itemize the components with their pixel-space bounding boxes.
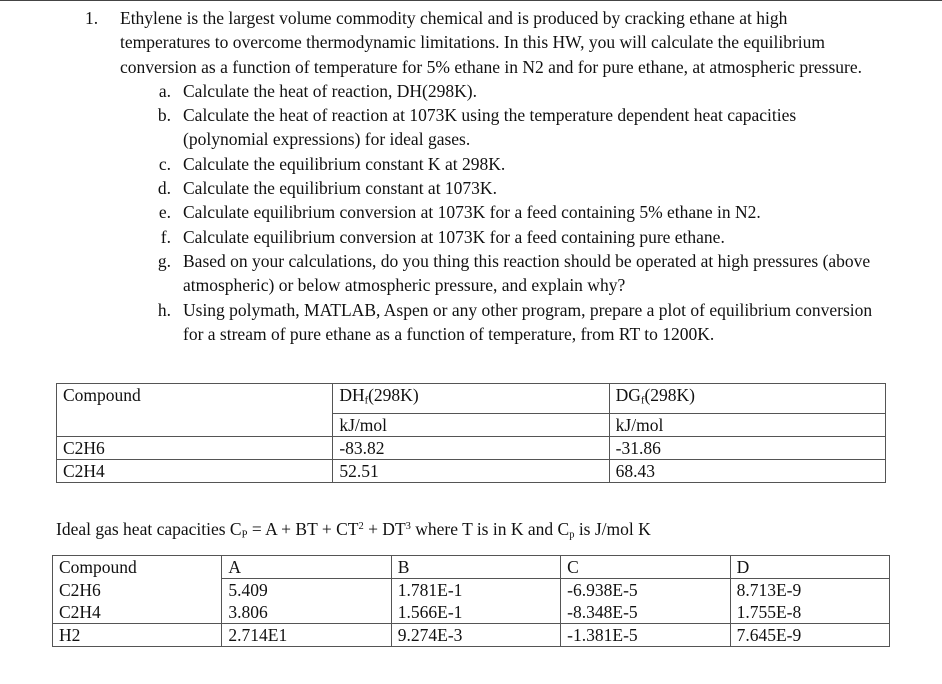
sub-question-d xyxy=(149,176,875,200)
cell-compound: H2 xyxy=(53,624,222,647)
sub-question-text: Based on your calculations, do you thing this reaction should be operated at high pressures (above atmospheric) or below atmospheric pressure, and explain why? xyxy=(183,250,871,296)
question-text: Ethylene is the largest volume commodity chemical and is produced by cracking ethane at high temperatures to overcome thermodynamic limitations. In this HW, you will calculate the equilibrium conversion as a function of temperature for 5% ethane in N2 and for pure ethane, at atmospheric pressure. xyxy=(120,8,863,77)
cell-dg: -31.86 xyxy=(609,436,885,459)
header-d: D xyxy=(730,556,889,579)
header-b: B xyxy=(391,556,560,579)
table-row xyxy=(53,601,890,624)
cell-compound: C2H6 xyxy=(57,436,333,459)
cell-b: 1.781E-1 xyxy=(391,579,560,602)
question-block xyxy=(85,6,875,346)
header-dh: $DH_f(298K)$ xyxy=(333,384,609,414)
cell-compound: C2H4 xyxy=(57,459,333,482)
units-dg: kJ/mol xyxy=(609,413,885,436)
cell-d: 8.713E-9 xyxy=(730,579,889,602)
sub-question-list xyxy=(149,79,875,346)
sub-question-c xyxy=(149,152,875,176)
header-a: A xyxy=(222,556,391,579)
heat-capacity-table xyxy=(52,555,890,647)
table-row xyxy=(57,436,886,459)
cell-compound: C2H6 xyxy=(53,579,222,602)
cell-b: 9.274E-3 xyxy=(391,624,560,647)
table-units-row xyxy=(57,413,886,436)
table-row xyxy=(53,579,890,602)
top-rule xyxy=(0,0,942,1)
sub-question-g xyxy=(149,249,875,298)
sub-question-letter: f. xyxy=(160,226,171,247)
sub-question-text: Calculate the equilibrium constant at 1073K. xyxy=(183,178,497,199)
sub-question-letter: e. xyxy=(158,202,171,223)
sub-question-letter: b. xyxy=(157,105,171,126)
sub-question-a xyxy=(149,79,875,103)
sub-question-letter: d. xyxy=(157,178,171,199)
thermo-data-table xyxy=(56,383,886,483)
sub-question-text: Calculate the heat of reaction, DH(298K). xyxy=(183,80,477,101)
table-header-row xyxy=(53,556,890,579)
cell-d: 1.755E-8 xyxy=(730,601,889,624)
cell-b: 1.566E-1 xyxy=(391,601,560,624)
units-blank xyxy=(57,413,333,436)
table-row xyxy=(53,624,890,647)
sub-question-letter: h. xyxy=(157,299,171,320)
sub-question-letter: g. xyxy=(157,250,171,271)
cell-a: 2.714E1 xyxy=(222,624,391,647)
units-dh: kJ/mol xyxy=(333,413,609,436)
cell-compound: C2H4 xyxy=(53,601,222,624)
sub-question-text: Calculate the equilibrium constant K at 298K. xyxy=(183,153,506,174)
sub-question-text: Using polymath, MATLAB, Aspen or any other program, prepare a plot of equilibrium conversion for a stream of pure ethane as a function of temperature, from RT to 1200K. xyxy=(183,299,873,344)
sub-question-e xyxy=(149,200,875,224)
cell-dh: 52.51 xyxy=(333,459,609,482)
sub-question-f xyxy=(149,225,875,249)
cell-dg: 68.43 xyxy=(609,459,885,482)
table-row xyxy=(57,459,886,482)
sub-question-h xyxy=(149,298,875,347)
sub-question-text: Calculate the heat of reaction at 1073K using the temperature dependent heat capacities (polynomial expressions) for ideal gases. xyxy=(183,105,797,150)
table-header-row xyxy=(57,384,886,414)
cell-a: 3.806 xyxy=(222,601,391,624)
sub-question-text: Calculate equilibrium conversion at 1073K for a feed containing pure ethane. xyxy=(183,226,725,247)
cell-c: -6.938E-5 xyxy=(561,579,730,602)
header-dg: $DG_f(298K)$ xyxy=(609,384,885,414)
header-compound: Compound xyxy=(57,384,333,414)
cell-c: -1.381E-5 xyxy=(561,624,730,647)
header-compound: Compound xyxy=(53,556,222,579)
cell-d: 7.645E-9 xyxy=(730,624,889,647)
sub-question-b xyxy=(149,103,875,152)
heat-capacity-caption: Ideal gas heat capacities $C_P = A$ + BT + $CT^2 + DT^3$ where T is in K and $C_p$ is J/mol K xyxy=(56,518,651,541)
question-number: 1. xyxy=(85,8,99,28)
sub-question-letter: a. xyxy=(158,80,171,101)
sub-question-letter: c. xyxy=(158,153,171,174)
cell-c: -8.348E-5 xyxy=(561,601,730,624)
cell-dh: -83.82 xyxy=(333,436,609,459)
sub-question-text: Calculate equilibrium conversion at 1073K for a feed containing 5% ethane in N2. xyxy=(183,202,761,223)
header-c: C xyxy=(561,556,730,579)
cell-a: 5.409 xyxy=(222,579,391,602)
